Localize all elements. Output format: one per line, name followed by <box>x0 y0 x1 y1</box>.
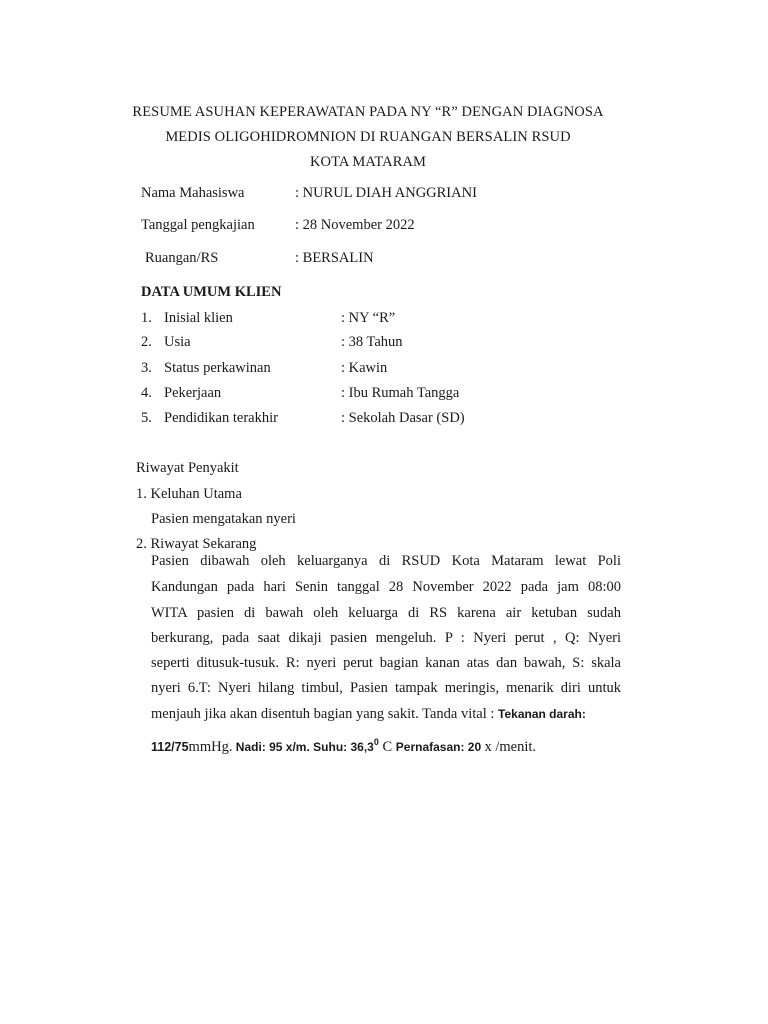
list-item-label: Usia <box>164 334 191 350</box>
paragraph-line: Pasien dibawah oleh keluarganya di RSUD Kota Mataram lewat Poli <box>151 553 621 569</box>
document-title-line-2: MEDIS OLIGOHIDROMNION DI RUANGAN BERSALIN RSUD <box>165 129 571 145</box>
vitals-label-tekanan-darah: Tekanan darah: <box>498 707 586 721</box>
list-item-number: 1. <box>141 310 152 326</box>
field-value-nama-mahasiswa: : NURUL DIAH ANGGRIANI <box>295 185 477 201</box>
list-item-number: 4. <box>141 385 152 401</box>
document-title-line-1: RESUME ASUHAN KEPERAWATAN PADA NY “R” DENGAN DIAGNOSA <box>132 104 604 120</box>
vital-bp-unit: mmHg. <box>188 739 233 755</box>
subheading-keluhan-utama: 1. Keluhan Utama <box>136 486 242 502</box>
paragraph-line: berkurang, pada saat dikaji pasien mengeluh. P : Nyeri perut , Q: Nyeri <box>151 630 621 646</box>
list-item-label: Inisial klien <box>164 310 233 326</box>
field-value-tanggal-pengkajian: : 28 November 2022 <box>295 217 415 233</box>
paragraph-line: nyeri 6.T: Nyeri hilang timbul, Pasien tampak meringis, menarik diri untuk <box>151 680 621 696</box>
paragraph-line-vitals-intro <box>151 706 586 723</box>
vital-pernafasan: Pernafasan: 20 <box>395 740 485 754</box>
list-item-number: 5. <box>141 410 152 426</box>
list-item-label: Pekerjaan <box>164 385 222 401</box>
vital-nadi-suhu: Nadi: 95 x/m. Suhu: 36,3 <box>232 740 374 754</box>
field-label-nama-mahasiswa: Nama Mahasiswa <box>141 185 245 201</box>
list-item-value: : 38 Tahun <box>341 334 403 350</box>
paragraph-line: WITA pasien di bawah oleh keluarga di RS karena air ketuban sudah <box>151 605 621 621</box>
list-item-value: : Ibu Rumah Tangga <box>341 385 460 401</box>
section-heading-riwayat-penyakit: Riwayat Penyakit <box>136 460 239 476</box>
vital-bp-value: 112/75 <box>151 740 189 754</box>
keluhan-utama-text: Pasien mengatakan nyeri <box>151 511 296 527</box>
field-value-ruangan: : BERSALIN <box>295 250 374 266</box>
vital-signs-line <box>151 737 536 756</box>
subheading-riwayat-sekarang: 2. Riwayat Sekarang <box>136 536 257 552</box>
paragraph-line: Kandungan pada hari Senin tanggal 28 November 2022 pada jam 08:00 <box>151 579 621 595</box>
field-label-ruangan: Ruangan/RS <box>145 250 219 266</box>
list-item-value: : Sekolah Dasar (SD) <box>341 410 465 426</box>
vital-rr-unit: x /menit. <box>484 739 537 755</box>
list-item-value: : NY “R” <box>341 310 396 326</box>
field-label-tanggal-pengkajian: Tanggal pengkajian <box>141 217 255 233</box>
section-heading-data-umum: DATA UMUM KLIEN <box>141 284 282 300</box>
vital-celsius: C <box>378 739 396 755</box>
vitals-intro-text: menjauh jika akan disentuh bagian yang sakit. Tanda vital : <box>151 706 499 722</box>
list-item-label: Status perkawinan <box>164 360 271 376</box>
list-item-number: 2. <box>141 334 152 350</box>
document-title-line-3: KOTA MATARAM <box>309 154 427 170</box>
paragraph-line: seperti ditusuk-tusuk. R: nyeri perut bagian kanan atas dan bawah, S: skala <box>151 655 621 671</box>
list-item-label: Pendidikan terakhir <box>164 410 278 426</box>
list-item-value: : Kawin <box>341 360 388 376</box>
list-item-number: 3. <box>141 360 152 376</box>
vital-degree-mark: 0 <box>373 737 379 747</box>
